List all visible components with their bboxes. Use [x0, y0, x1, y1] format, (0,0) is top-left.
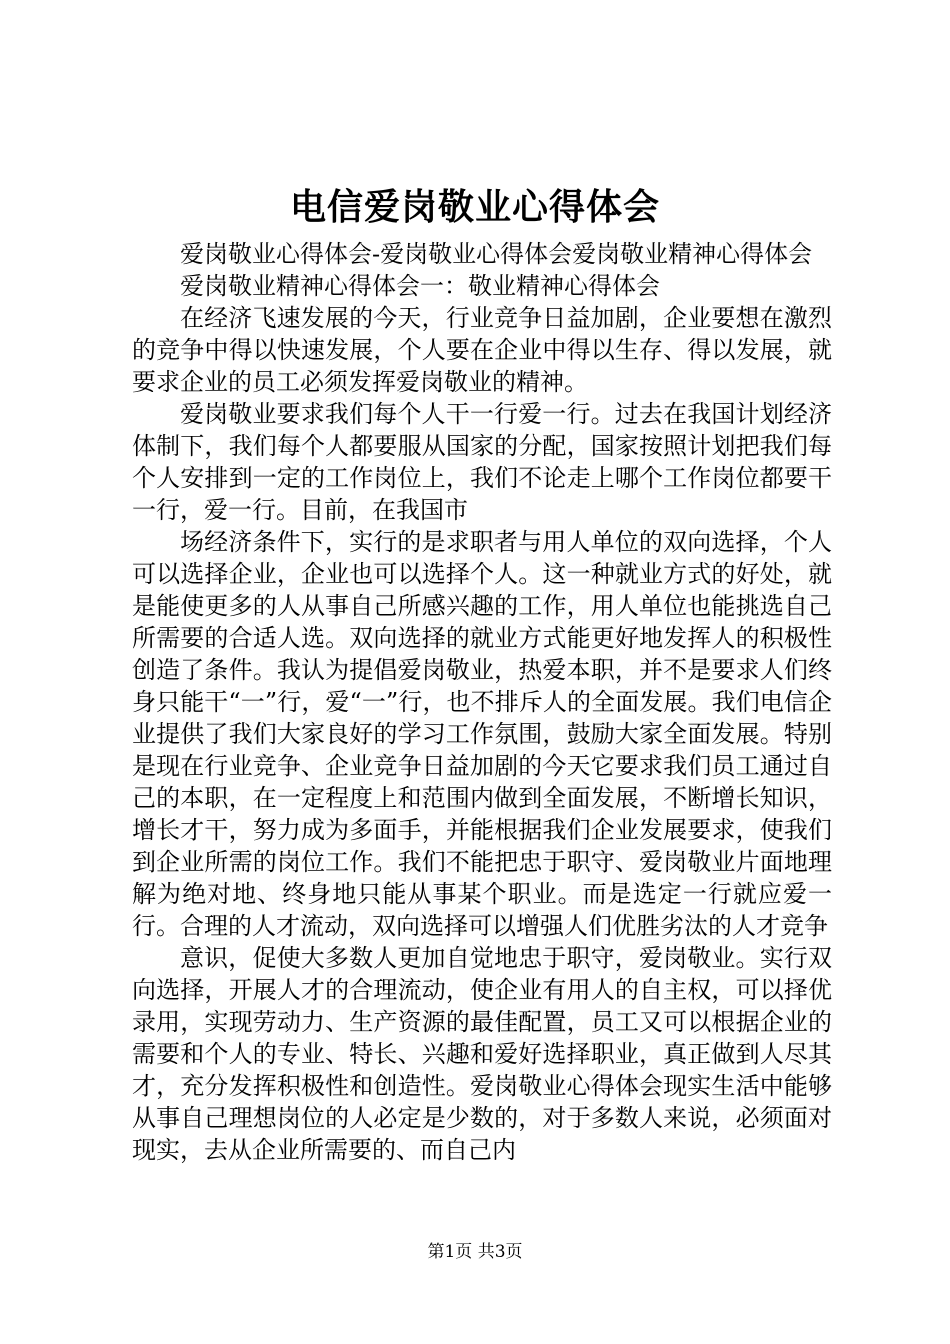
paragraph-5: 场经济条件下，实行的是求职者与用人单位的双向选择，个人可以选择企业，企业也可以选择个人。这一种就业方式的好处，就是能使更多的人从事自己所感兴趣的工作，用人单位也能挑选自己所需要的合适人选。双向选择的就业方式能更好地发挥人的积极性创造了条件。我认为提倡爱岗敬业，热爱本职，并不是要求人们终身只能干“一”行，爱“一”行，也不排斥人的全面发展。我们电信企业提供了我们大家良好的学习工作氛围，鼓励大家全面发展。特别是现在行业竞争、企业竞争日益加剧的今天它要求我们员工通过自己的本职，在一定程度上和范围内做到全面发展，不断增长知识，增长才干，努力成为多面手，并能根据我们企业发展要求，使我们到企业所需的岗位工作。我们不能把忠于职守、爱岗敬业片面地理解为绝对地、终身地只能从事某个职业。而是选定一行就应爱一行。合理的人才流动，双向选择可以增强人们优胜劣汰的人才竞争 [132, 528, 832, 940]
page-footer: 第1页 共3页 [427, 1242, 523, 1262]
paragraph-6: 意识，促使大多数人更加自觉地忠于职守，爱岗敬业。实行双向选择，开展人才的合理流动，使企业有用人的自主权，可以择优录用，实现劳动力、生产资源的最佳配置，员工又可以根据企业的需要和个人的专业、特长、兴趣和爱好选择职业，真正做到人尽其才，充分发挥积极性和创造性。爱岗敬业心得体会现实生活中能够从事自己理想岗位的人必定是少数的，对于多数人来说，必须面对现实，去从企业所需要的、而自己内 [132, 944, 832, 1164]
document-title: 电信爱岗敬业心得体会 [289, 187, 660, 228]
document-body [132, 238, 832, 1166]
paragraph-3: 在经济飞速发展的今天，行业竞争日益加剧，企业要想在激烈的竞争中得以快速发展，个人要在企业中得以生存、得以发展，就要求企业的员工必须发挥爱岗敬业的精神。 [132, 304, 832, 396]
paragraph-2: 爱岗敬业精神心得体会一：敬业精神心得体会 [180, 272, 660, 300]
paragraph-1: 爱岗敬业心得体会-爱岗敬业心得体会爱岗敬业精神心得体会 [180, 240, 813, 268]
paragraph-4: 爱岗敬业要求我们每个人干一行爱一行。过去在我国计划经济体制下，我们每个人都要服从国家的分配，国家按照计划把我们每个人安排到一定的工作岗位上，我们不论走上哪个工作岗位都要干一行，爱一行。目前，在我国市 [132, 400, 832, 524]
